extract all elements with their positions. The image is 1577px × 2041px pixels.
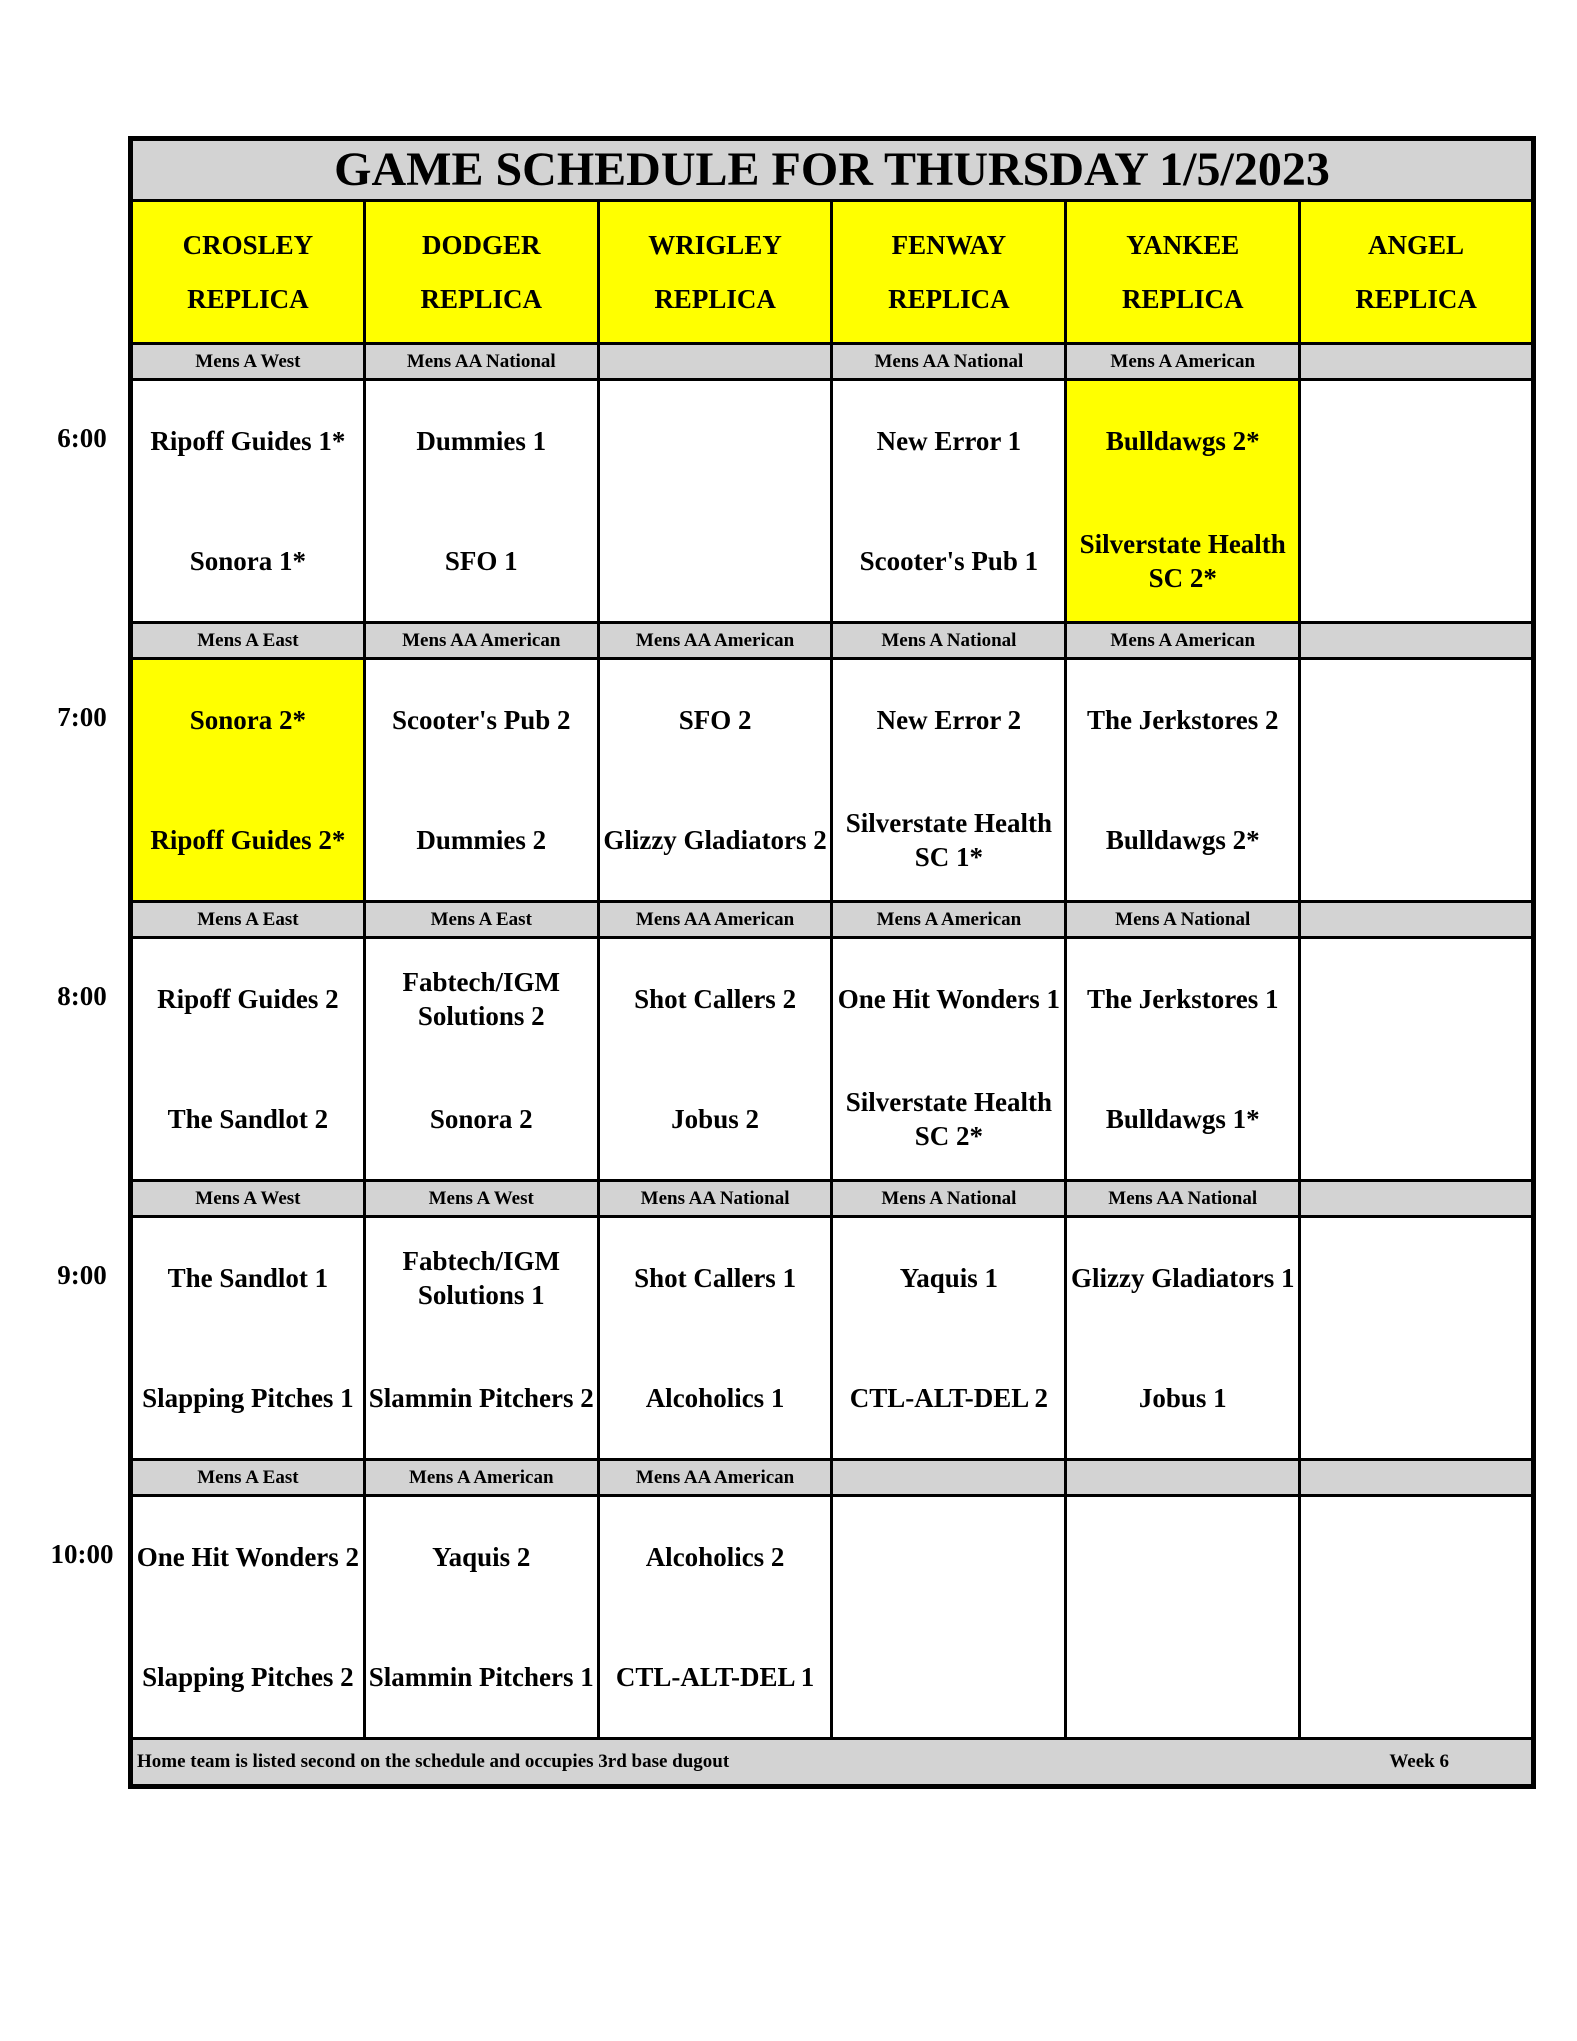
week-label: Week 6 [1389,1751,1449,1772]
game-cell [131,380,365,623]
division-row [131,902,1534,938]
game-row [131,1496,1534,1739]
away-team: SFO 2 [678,705,752,735]
home-team: Jobus 2 [671,1104,759,1134]
division-label: Mens A East [131,902,365,938]
game-cell [832,1217,1066,1460]
away-team: Fabtech/IGM Solutions 2 [402,967,560,1031]
away-team [600,381,831,501]
park-header-wrigley [598,201,832,344]
game-cell [598,380,832,623]
game-cell [1066,938,1300,1181]
division-label: Mens A East [131,623,365,659]
division-row [131,1181,1534,1217]
division-label: Mens A American [1066,623,1300,659]
away-team: Dummies 1 [416,426,547,456]
division-label: Mens AA National [364,344,598,380]
park-header-fenway [832,201,1066,344]
park-subtitle: REPLICA [654,284,776,314]
game-cell [1066,1496,1300,1739]
division-label: Mens A West [364,1181,598,1217]
division-label: Mens A East [131,1460,365,1496]
division-label: Mens AA American [364,623,598,659]
game-cell [364,1496,598,1739]
away-team: The Sandlot 1 [167,1263,329,1293]
game-cell [598,938,832,1181]
footer-note: Home team is listed second on the schedule and occupies 3rd base dugout [137,1751,730,1772]
away-team: Shot Callers 1 [634,1263,797,1293]
game-cell [1300,938,1534,1181]
division-label [598,344,832,380]
home-team: Silverstate Health SC 1* [845,808,1052,872]
game-cell [1066,1217,1300,1460]
home-team: Bulldawgs 1* [1105,1104,1260,1134]
home-team [600,501,831,621]
division-row [131,1460,1534,1496]
game-cell [832,938,1066,1181]
division-label [832,1460,1066,1496]
away-team [1067,1497,1298,1617]
away-team [1301,1218,1531,1338]
game-cell [1300,659,1534,902]
time-label: 10:00 [50,1538,114,1569]
home-team [1301,1617,1531,1737]
division-row [131,623,1534,659]
game-cell [364,380,598,623]
home-team: Ripoff Guides 2* [150,825,346,855]
time-label: 6:00 [57,422,107,453]
away-team: One Hit Wonders 2 [136,1542,360,1572]
home-team: Jobus 1 [1138,1383,1227,1413]
park-subtitle: REPLICA [1355,284,1477,314]
game-cell [131,938,365,1181]
away-team: Yaquis 2 [432,1542,531,1572]
home-team [1067,1617,1298,1737]
division-label: Mens AA American [598,1460,832,1496]
home-team: Silverstate Health SC 2* [845,1087,1052,1151]
division-label: Mens AA National [598,1181,832,1217]
game-row [131,938,1534,1181]
home-team: The Sandlot 2 [167,1104,329,1134]
park-header-yankee [1066,201,1300,344]
division-label [1300,1181,1534,1217]
division-label: Mens A National [832,623,1066,659]
away-team: The Jerkstores 2 [1086,705,1279,735]
park-subtitle: REPLICA [888,284,1010,314]
division-label: Mens A American [364,1460,598,1496]
away-team: New Error 1 [876,426,1022,456]
game-cell [364,659,598,902]
game-cell [1300,1217,1534,1460]
division-label: Mens A National [832,1181,1066,1217]
home-team: Sonora 2 [429,1104,533,1134]
division-label: Mens A West [131,1181,365,1217]
home-team: Slapping Pitches 1 [142,1383,354,1413]
home-team: Slammin Pitchers 1 [368,1662,594,1692]
home-team: Glizzy Gladiators 2 [603,825,827,855]
park-name: CROSLEY [182,230,314,260]
away-team [1301,939,1531,1059]
home-team [1301,780,1531,900]
footer-row [131,1739,1534,1787]
away-team [1301,1497,1531,1617]
park-header-row [131,201,1534,344]
home-team: Dummies 2 [416,825,547,855]
away-team: Alcoholics 2 [645,1542,785,1572]
game-cell [1066,380,1300,623]
schedule-table [128,136,1536,1789]
game-cell [131,659,365,902]
game-row [131,1217,1534,1460]
division-label: Mens A American [832,902,1066,938]
home-team: Slammin Pitchers 2 [368,1383,594,1413]
home-team [1301,1059,1531,1179]
division-label: Mens A West [131,344,365,380]
division-label: Mens AA National [832,344,1066,380]
game-row [131,380,1534,623]
home-team: Alcoholics 1 [645,1383,785,1413]
division-label: Mens A East [364,902,598,938]
division-label [1300,1460,1534,1496]
away-team [833,1497,1064,1617]
away-team [1301,381,1531,501]
away-team: New Error 2 [876,705,1022,735]
game-cell [364,1217,598,1460]
division-label: Mens A American [1066,344,1300,380]
away-team: One Hit Wonders 1 [837,984,1061,1014]
home-team [833,1617,1064,1737]
away-team: Yaquis 1 [899,1263,999,1293]
home-team [1301,1338,1531,1458]
park-header-angel [1300,201,1534,344]
game-cell [364,938,598,1181]
away-team: Ripoff Guides 1* [150,426,346,456]
park-name: WRIGLEY [648,230,782,260]
footer-cell [131,1739,1534,1787]
game-cell [832,659,1066,902]
division-label: Mens A National [1066,902,1300,938]
game-cell [131,1496,365,1739]
division-label [1066,1460,1300,1496]
time-label: 8:00 [57,980,107,1011]
away-team: Scooter's Pub 2 [391,705,571,735]
game-cell [131,1217,365,1460]
division-row [131,344,1534,380]
park-name: FENWAY [891,230,1007,260]
away-team: Fabtech/IGM Solutions 1 [402,1246,560,1310]
home-team [1301,501,1531,621]
home-team: Silverstate Health SC 2* [1079,529,1286,593]
park-subtitle: REPLICA [420,284,542,314]
game-cell [1300,1496,1534,1739]
park-subtitle: REPLICA [1121,284,1244,314]
division-label [1300,623,1534,659]
time-label: 7:00 [57,701,107,732]
away-team: Bulldawgs 2* [1105,426,1260,456]
home-team: Slapping Pitches 2 [142,1662,354,1692]
park-subtitle: REPLICA [187,284,309,314]
division-label: Mens AA National [1066,1181,1300,1217]
home-team: Bulldawgs 2* [1105,825,1260,855]
schedule-title: GAME SCHEDULE FOR THURSDAY 1/5/2023 [131,139,1534,201]
game-cell [598,659,832,902]
park-name: DODGER [421,230,541,260]
game-cell [598,1496,832,1739]
game-cell [598,1217,832,1460]
game-cell [832,1496,1066,1739]
home-team: Scooter's Pub 1 [859,546,1039,576]
park-header-crosley [131,201,365,344]
away-team: Shot Callers 2 [634,984,797,1014]
division-label [1300,902,1534,938]
away-team [1301,660,1531,780]
park-name: ANGEL [1368,230,1465,260]
park-header-dodger [364,201,598,344]
game-cell [832,380,1066,623]
time-label: 9:00 [57,1259,107,1290]
game-row [131,659,1534,902]
home-team: CTL-ALT-DEL 2 [849,1383,1049,1413]
home-team: CTL-ALT-DEL 1 [615,1662,815,1692]
game-cell [1300,380,1534,623]
division-label: Mens AA American [598,902,832,938]
game-cell [1066,659,1300,902]
away-team: The Jerkstores 1 [1086,984,1279,1014]
home-team: SFO 1 [444,546,518,576]
away-team: Glizzy Gladiators 1 [1070,1263,1295,1293]
home-team: Sonora 1* [189,546,307,576]
away-team: Ripoff Guides 2 [157,984,339,1014]
division-label [1300,344,1534,380]
park-name: YANKEE [1126,230,1240,260]
away-team: Sonora 2* [189,705,307,735]
division-label: Mens AA American [598,623,832,659]
